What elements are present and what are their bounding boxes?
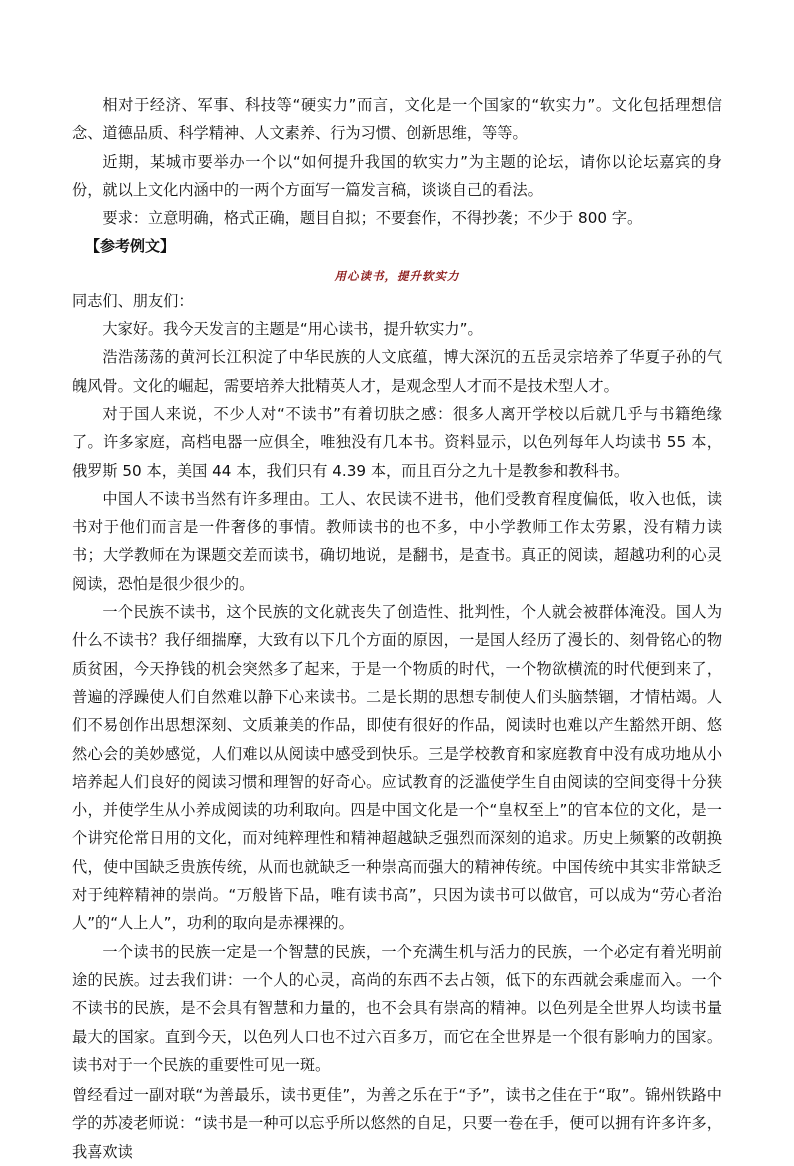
essay-salutation: 同志们、朋友们： [72,291,194,310]
essay-paragraph-7: 曾经看过一副对联“为善最乐，读书更佳”，为善之乐在于“予”，读书之佳在于“取”。锦州铁路中学的苏凌老师说：“读书是一种可以忘乎所以悠然的自足，只要一卷在手，便可以拥有许多许多，我喜欢读 [72,1086,722,1161]
essay-paragraph-3: 对于国人来说，不少人对“不读书”有着切肤之感：很多人离开学校以后就几乎与书籍绝缘了。许多家庭，高档电器一应俱全，唯独没有几本书。资料显示，以色列每年人均读书 55 本，俄罗斯 50 本，美国 44 本，我们只有 4.39 本，而且百分之九十是教参和教科书。 [72,404,722,480]
essay-paragraph-5: 一个民族不读书，这个民族的文化就丧失了创造性、批判性，个人就会被群体淹没。国人为什么不读书？我仔细揣摩，大致有以下几个方面的原因，一是国人经历了漫长的、刻骨铭心的物质贫困，今天挣钱的机会突然多了起来，于是一个物质的时代，一个物欲横流的时代便到来了，普遍的浮躁使人们自然难以静下心来读书。二是长期的思想专制使人们头脑禁锢，才情枯竭。人们不易创作出思想深刻、文质兼美的作品，即使有很好的作品，阅读时也难以产生豁然开朗、悠然心会的美妙感觉，人们难以从阅读中感受到快乐。三是学校教育和家庭教育中没有成功地从小培养起人们良好的阅读习惯和理智的好奇心。应试教育的泛滥使学生自由阅读的空间变得十分狭小，并使学生从小养成阅读的功利取向。四是中国文化是一个“皇权至上”的官本位的文化，是一个讲究伦常日用的文化，而对纯粹理性和精神超越缺乏强烈而深刻的追求。历史上频繁的改朝换代，使中国缺乏贵族传统，从而也就缺乏一种崇高而强大的精神传统。中国传统中其实非常缺乏对于纯粹精神的崇尚。“万般皆下品，唯有读书高”，只因为读书可以做官，可以成为“劳心者治人”的“人上人”，功利的取向是赤裸裸的。 [72,603,722,933]
document-body [72,91,722,1166]
prompt-paragraph-2: 近期，某城市要举办一个以“如何提升我国的软实力”为主题的论坛，请你以论坛嘉宾的身份，就以上文化内涵中的一两个方面写一篇发言稿，谈谈自己的看法。 [72,152,722,199]
essay-paragraph-2: 浩浩荡荡的黄河长江积淀了中华民族的人文底蕴，博大深沉的五岳灵宗培养了华夏子孙的气魄风骨。文化的崛起，需要培养大批精英人才，是观念型人才而不是技术型人才。 [72,348,722,395]
essay-paragraph-6: 一个读书的民族一定是一个智慧的民族，一个充满生机与活力的民族，一个必定有着光明前途的民族。过去我们讲：一个人的心灵，高尚的东西不去占领，低下的东西就会乘虚而入。一个不读书的民族，是不会具有智慧和力量的，也不会具有崇高的精神。以色列是全世界人均读书量最大的国家。直到今天，以色列人口也不过六百多万，而它在全世界是一个很有影响力的国家。读书对于一个民族的重要性可见一斑。 [72,942,722,1074]
prompt-requirements: 要求：立意明确，格式正确，题目自拟；不要套作，不得抄袭；不少于 800 字。 [102,209,643,228]
reference-heading: 【参考例文】 [85,237,176,256]
essay-title: 用心读书，提升软实力 [334,268,460,283]
essay-paragraph-1: 大家好。我今天发言的主题是“用心读书，提升软实力”。 [102,320,483,339]
prompt-paragraph-1: 相对于经济、军事、科技等“硬实力”而言，文化是一个国家的“软实力”。文化包括理想信念、道德品质、科学精神、人文素养、行为习惯、创新思维，等等。 [72,96,722,143]
essay-paragraph-4: 中国人不读书当然有许多理由。工人、农民读不进书，他们受教育程度偏低，收入也低，读书对于他们而言是一件奢侈的事情。教师读书的也不多，中小学教师工作太劳累，没有精力读书；大学教师在为课题交差而读书，确切地说，是翻书，是查书。真正的阅读，超越功利的心灵阅读，恐怕是很少很少的。 [72,489,722,593]
